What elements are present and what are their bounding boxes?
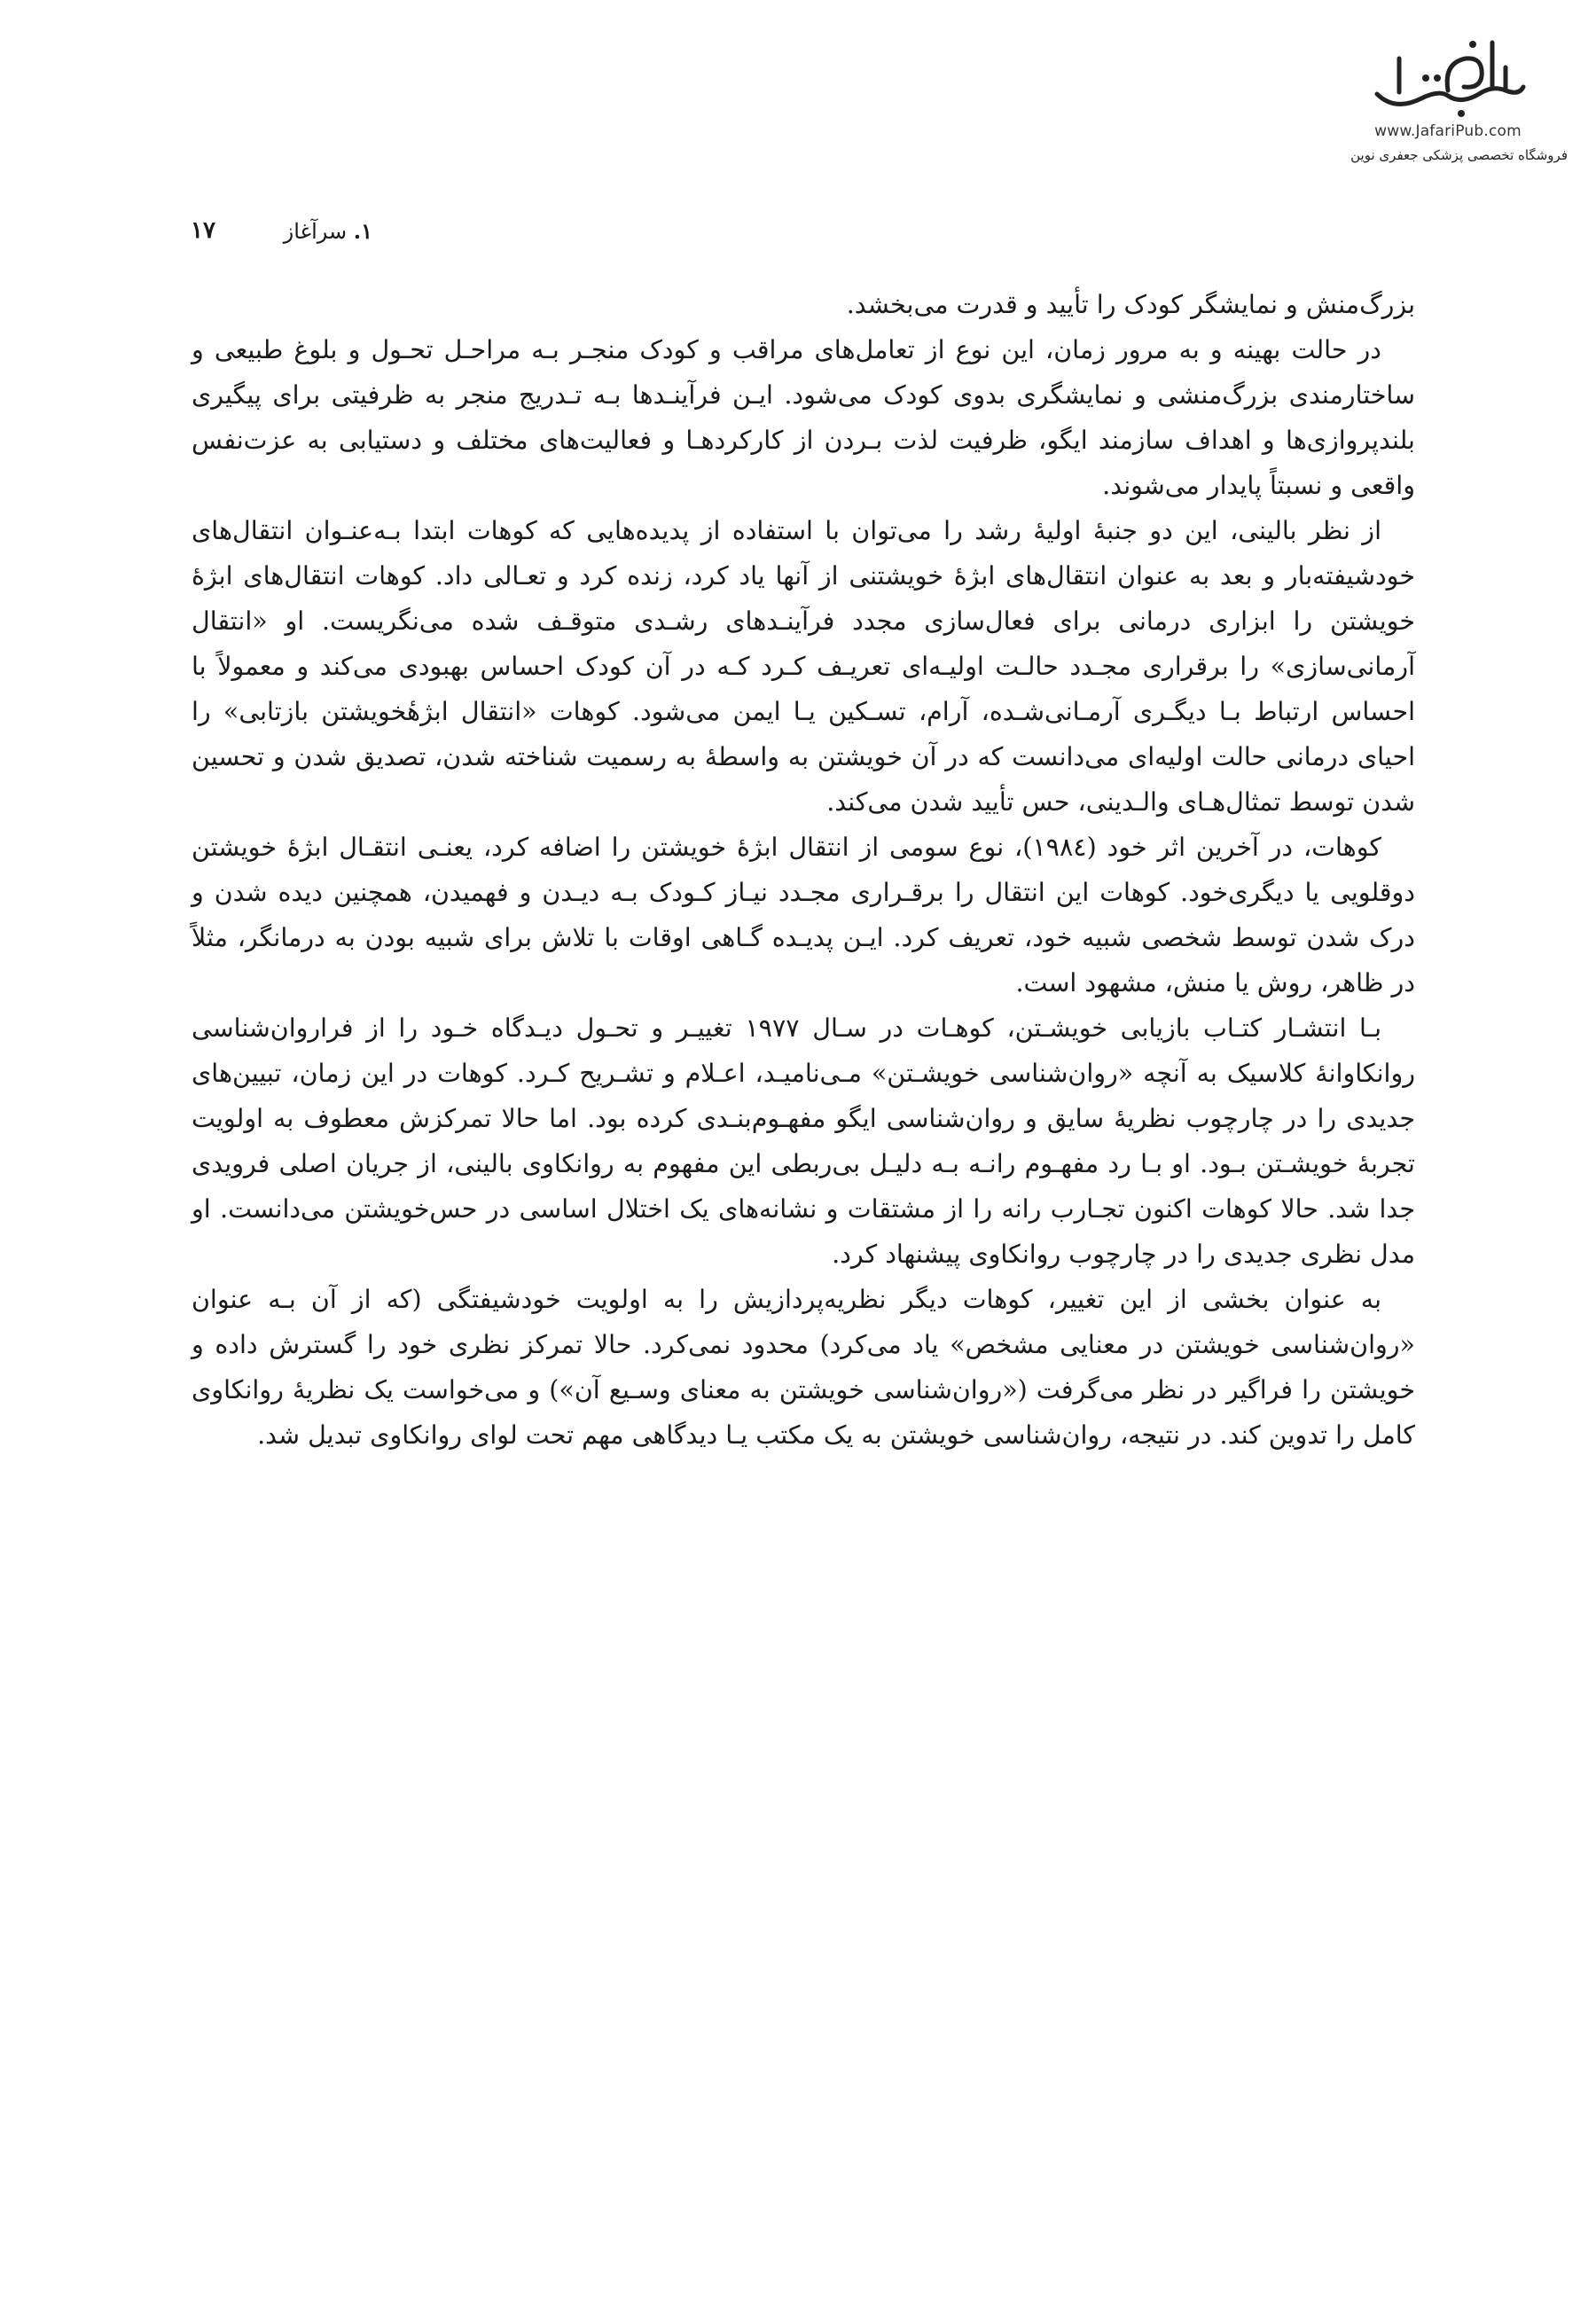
running-head — [191, 213, 372, 248]
chapter-title: سرآغاز — [283, 218, 348, 244]
paragraph-6: به عنوان بخشی از این تغییر، کوهات دیگر نظریه‌پردازیش را به اولویت خودشیفتگی (که از آن بـه عنوان «روان‌شناسی خویشتن در معنایی مشخص» یاد می‌کرد) محدود نمی‌کرد. حالا تمرکز نظری خود را گسترش داده و خویشتن را فراگیر در نظر می‌گرفت («روان‌شناسی خویشتن به معنای وسـیع آن») و می‌خواست یک نظریهٔ روانکاوی کامل را تدوین کند. در نتیجه، روان‌شناسی خویشتن به یک مکتب یـا دیدگاهی مهم تحت لوای روانکاوی تبدیل شد. — [192, 1285, 1415, 1450]
paragraph-5: بـا انتشـار کتـاب بازیابی خویشـتن، کوهـات در سـال ۱۹۷۷ تغییـر و تحـول دیـدگاه خـود را از فراروان‌شناسی روانکاوانهٔ کلاسیک به آنچه «روان‌شناسی خویشـتن» مـی‌نامیـد، اعـلام و تشـریح کـرد. کوهات در این زمان، تبیین‌های جدیدی را در چارچوب نظریهٔ سایق و روان‌شناسی ایگو مفهـوم‌بنـدی کرده بود. اما حالا تمرکزش معطوف به اولویت تجربهٔ خویشـتن بـود. او بـا رد مفهـوم رانـه بـه دلیـل بی‌ربطی این مفهوم به روانکاوی بالینی، از جریان اصلی فرویدی جدا شد. حالا کوهات اکنون تجـارب رانه را از مشتقات و نشانه‌های یک اختلال اساسی در حس‌خویشتن می‌دانست. او مدل نظری جدیدی را در چارچوب روانکاوی پیشنهاد کرد. — [192, 1013, 1415, 1269]
publisher-logo — [1350, 32, 1568, 163]
publisher-logo-mark-icon — [1359, 32, 1537, 121]
publisher-url: www.JafariPub.com — [1374, 122, 1522, 140]
page-number: ۱۷ — [191, 217, 215, 244]
paragraph-3: از نظر بالینی، این دو جنبهٔ اولیهٔ رشد را می‌توان با استفاده از پدیده‌هایی که کوهات ابتدا بـه‌عنـوان انتقال‌های خودشیفته‌بار و بعد به عنوان انتقال‌های ابژهٔ خویشتنی از آنها یاد کرد، زنده کرد و تعـالی داد. کوهات انتقال‌های ابژهٔ خویشتن را ابزاری درمانی برای فعال‌سازی مجدد فرآینـدهای رشـدی متوقـف شده می‌نگریست. او «انتقال آرمانی‌سازی» را برقراری مجـدد حالـت اولیـه‌ای تعریـف کـرد کـه در آن کودک احساس بهبودی می‌کند و معمولاً با احساس ارتباط بـا دیگـری آرمـانی‌شـده، آرام، تسـکین یـا ایمن می‌شود. کوهات «انتقال ابژهٔخویشتن بازتابی» را احیای درمانی حالت اولیه‌ای می‌دانست که در آن خویشتن به واسطهٔ به رسمیت شناخته شدن، تصدیق شدن و تحسین شدن توسط تمثال‌هـای والـدینی، حس تأیید شدن می‌کند. — [192, 516, 1415, 817]
publisher-caption: فروشگاه تخصصی پزشکی جعفری نوین — [1350, 147, 1568, 163]
paragraph-2: در حالت بهینه و به مرور زمان، این نوع از تعامل‌های مراقب و کودک منجـر بـه مراحـل تحـول و بلوغ طبیعی و ساختارمندی بزرگ‌منشی و نمایشگری بدوی کودک می‌شود. ایـن فرآینـدها بـه تـدریج منجر به ظرفیتی برای پیگیری بلندپروازی‌ها و اهداف سازمند ایگو، ظرفیت لذت بـردن از کارکردهـا و فعالیت‌های مختلف و دستیابی به عزت‌نفس واقعی و نسبتاً پایدار می‌شوند. — [192, 335, 1415, 500]
chapter-number: ۱. — [353, 217, 372, 244]
body-text — [192, 282, 1415, 1458]
paragraph-1: بزرگ‌منش و نمایشگر کودک را تأیید و قدرت می‌بخشد. — [846, 290, 1415, 319]
paragraph-4: کوهات، در آخرین اثر خود (۱۹۸٤)، نوع سومی از انتقال ابژهٔ خویشتن را اضافه کرد، یعنـی انتقـال ابژهٔ خویشتن دوقلویی یا دیگری‌خود. کوهات این انتقال را برقـراری مجـدد نیـاز کـودک بـه دیـدن و فهمیدن، همچنین دیده شدن و درک شدن توسط شخصی شبیه خود، تعریف کرد. ایـن پدیـده گـاهی اوقات با تلاش برای شبیه بودن به درمانگر، مثلاً در ظاهر، روش یا منش، مشهود است. — [192, 833, 1415, 997]
chapter-heading — [284, 218, 372, 244]
